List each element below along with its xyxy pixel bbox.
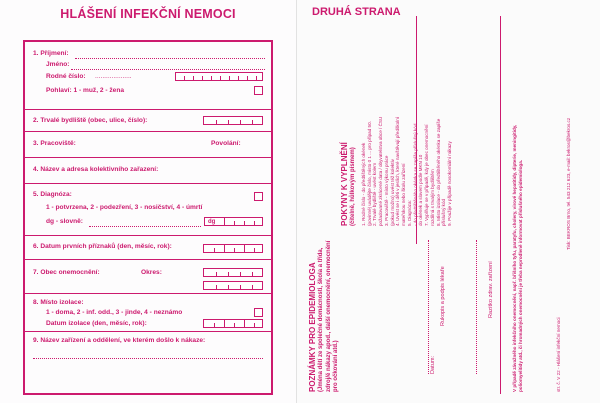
print-code: str. č. V 22 - Hlášení infekční nemoci [556,317,561,392]
signature-line[interactable] [428,240,429,374]
district-label: Okres: [141,269,162,276]
instruction-line: 7. Vyplňuje se v případě, kdy je obec onemocnění [424,124,430,226]
instructions-subheading: (čitelně, hůlkovým písmem) [350,147,356,226]
first-name-label: Jméno: [46,61,70,68]
first-name-field[interactable] [71,69,265,70]
form-title: HLÁŠENÍ INFEKČNÍ NEMOCI [60,7,236,21]
district-boxes[interactable] [203,281,263,290]
instruction-line: - do předtištěného okénka se zapíše příslušný kód [412,123,418,226]
column-divider [416,16,417,244]
instructions-list [361,117,453,226]
isolation-date-label: Datum izolace (den, měsíc, rok): [46,320,147,327]
diagnosis-options: 1 - potvrzena, 2 - podezření, 3 - nosičství, 4 - úmrtí [46,204,203,211]
diagnosis-code-boxes[interactable]: dg [204,217,263,226]
report-form [23,40,273,395]
birth-number-label: Rodné číslo: [46,73,86,80]
birth-number-boxes[interactable] [175,72,263,81]
instruction-line: rozdílná s trvalým bydlištěm [429,169,435,226]
epidemiologist-notes-heading: POZNÁMKY PRO EPIDEMIOLOGA [308,262,317,392]
birth-number-field[interactable]: .................... [95,73,132,80]
occupation-label: Povolání: [211,140,241,147]
stamp-line[interactable] [476,240,477,374]
symptoms-date-label: 6. Datum prvních příznaků (den, měsíc, rok): [33,243,172,250]
section-illness-place [25,260,271,294]
footer-divider [500,16,501,394]
diagnosis-label: 5. Diagnóza: [33,191,72,198]
instruction-line: (povinné) uvádějte číslo, místo 0 1 ... pro případ 50. [366,121,372,226]
instruction-line: 4. Uvést se i děti v jeslích, které navštěvují předškolní [395,116,401,226]
isolation-date-boxes[interactable] [203,319,263,328]
facility-label: 9. Název zařízení a oddělení, ve kterém došlo k nákaze: [33,337,206,344]
instruction-line: 8. Místo izolace - do předtištěného okénka se zapíše [435,118,441,226]
section-workplace [25,132,271,158]
diagnosis-status-box[interactable] [254,192,263,201]
notes-hint-line: pro očkování atd.) [333,340,339,392]
doctor-signature-label: Rukopis a podpis lékaře [440,266,446,326]
symptoms-date-boxes[interactable] [203,244,263,253]
section-isolation [25,294,271,332]
sex-label: Pohlaví: 1 - muž, 2 - žena [46,87,125,94]
facility-field[interactable] [33,358,263,359]
diagnosis-text-field[interactable] [89,226,201,227]
illness-town-boxes[interactable] [203,268,263,277]
instruction-line: příslušný kód [441,198,447,226]
instruction-line: 1. Rodné číslo - do předtištěných okének [361,142,366,226]
footer-warning-line: V případě závažného infekčního onemocnění, např. břišního tyfu, paratyfu, cholery, virové hepatitidy, dipterie, meningitidy, [512,124,517,392]
section-residence [25,110,271,132]
diagnosis-text-label: dg - slovně: [46,218,83,225]
surname-label: 1. Příjmení: [33,50,69,57]
sex-box[interactable] [254,86,263,95]
epidemiologist-notes-hint [318,241,341,392]
footer-warning [512,125,523,392]
residence-code-boxes[interactable] [203,116,263,125]
residence-label: 2. Trvalé bydliště (obec, ulice, číslo): [33,117,148,124]
workplace-label: 3. Pracoviště: [33,140,76,147]
section-collective [25,158,271,184]
printer-info: Tisk: BEKROS Brno, tel. 543 212 623, e-mail: bekros@bekros.cz [566,117,571,250]
instruction-line: 3. Pracoviště - místo výkonu práce [383,155,389,226]
isolation-label: 8. Místo izolace: [33,299,84,306]
instruction-line: mateřskou nebo školu zařízení [401,163,407,226]
back-page-title: DRUHÁ STRANA [312,6,401,18]
instruction-line: 2. Trvalé bydliště - uvést kolem [372,162,378,226]
collective-label: 4. Název a adresa kolektivního zařazení: [33,166,159,173]
section-first-symptoms [25,236,271,260]
section-infection-facility [25,332,271,393]
section-diagnosis [25,184,271,236]
notes-hint-line: (Jména dětí ze společné domácnosti, škola a třída, [318,247,324,392]
illness-town-label: 7. Obec onemocnění: [33,269,100,276]
isolation-box[interactable] [254,308,263,317]
instruction-line: 9. Použije v případě nosokomiální nákazy [447,141,453,226]
instruction-line: do okének a slovem podle MKN 10 [418,154,424,226]
instructions-heading: POKYNY K VYPLNĚNÍ [340,142,349,226]
section-patient-identity [25,42,271,110]
isolation-options: 1 - doma, 2 - inf. odd., 3 - jinde, 4 - neznámo [46,309,183,316]
date-label: Datum: [430,355,436,374]
instruction-line: 5. Diagnóza: [406,200,412,226]
footer-warning-line: poliomyelitidy atd., či hromadných onemocnění je třeba neprodleně informovat příslušného epidemiologa. [517,159,523,392]
notes-hint-line: zdroj/ě nákazy apod., další onemocnění, onemocnění [325,240,332,392]
facility-stamp-label: Razítko zdrav. zařízení [488,261,494,318]
surname-field[interactable] [75,58,265,59]
instruction-line: požadované zkrácené data / obyvatelstva obce / ČSU [378,116,384,226]
instruction-line: (pokud možno) uvést též kolektiv [389,159,395,226]
